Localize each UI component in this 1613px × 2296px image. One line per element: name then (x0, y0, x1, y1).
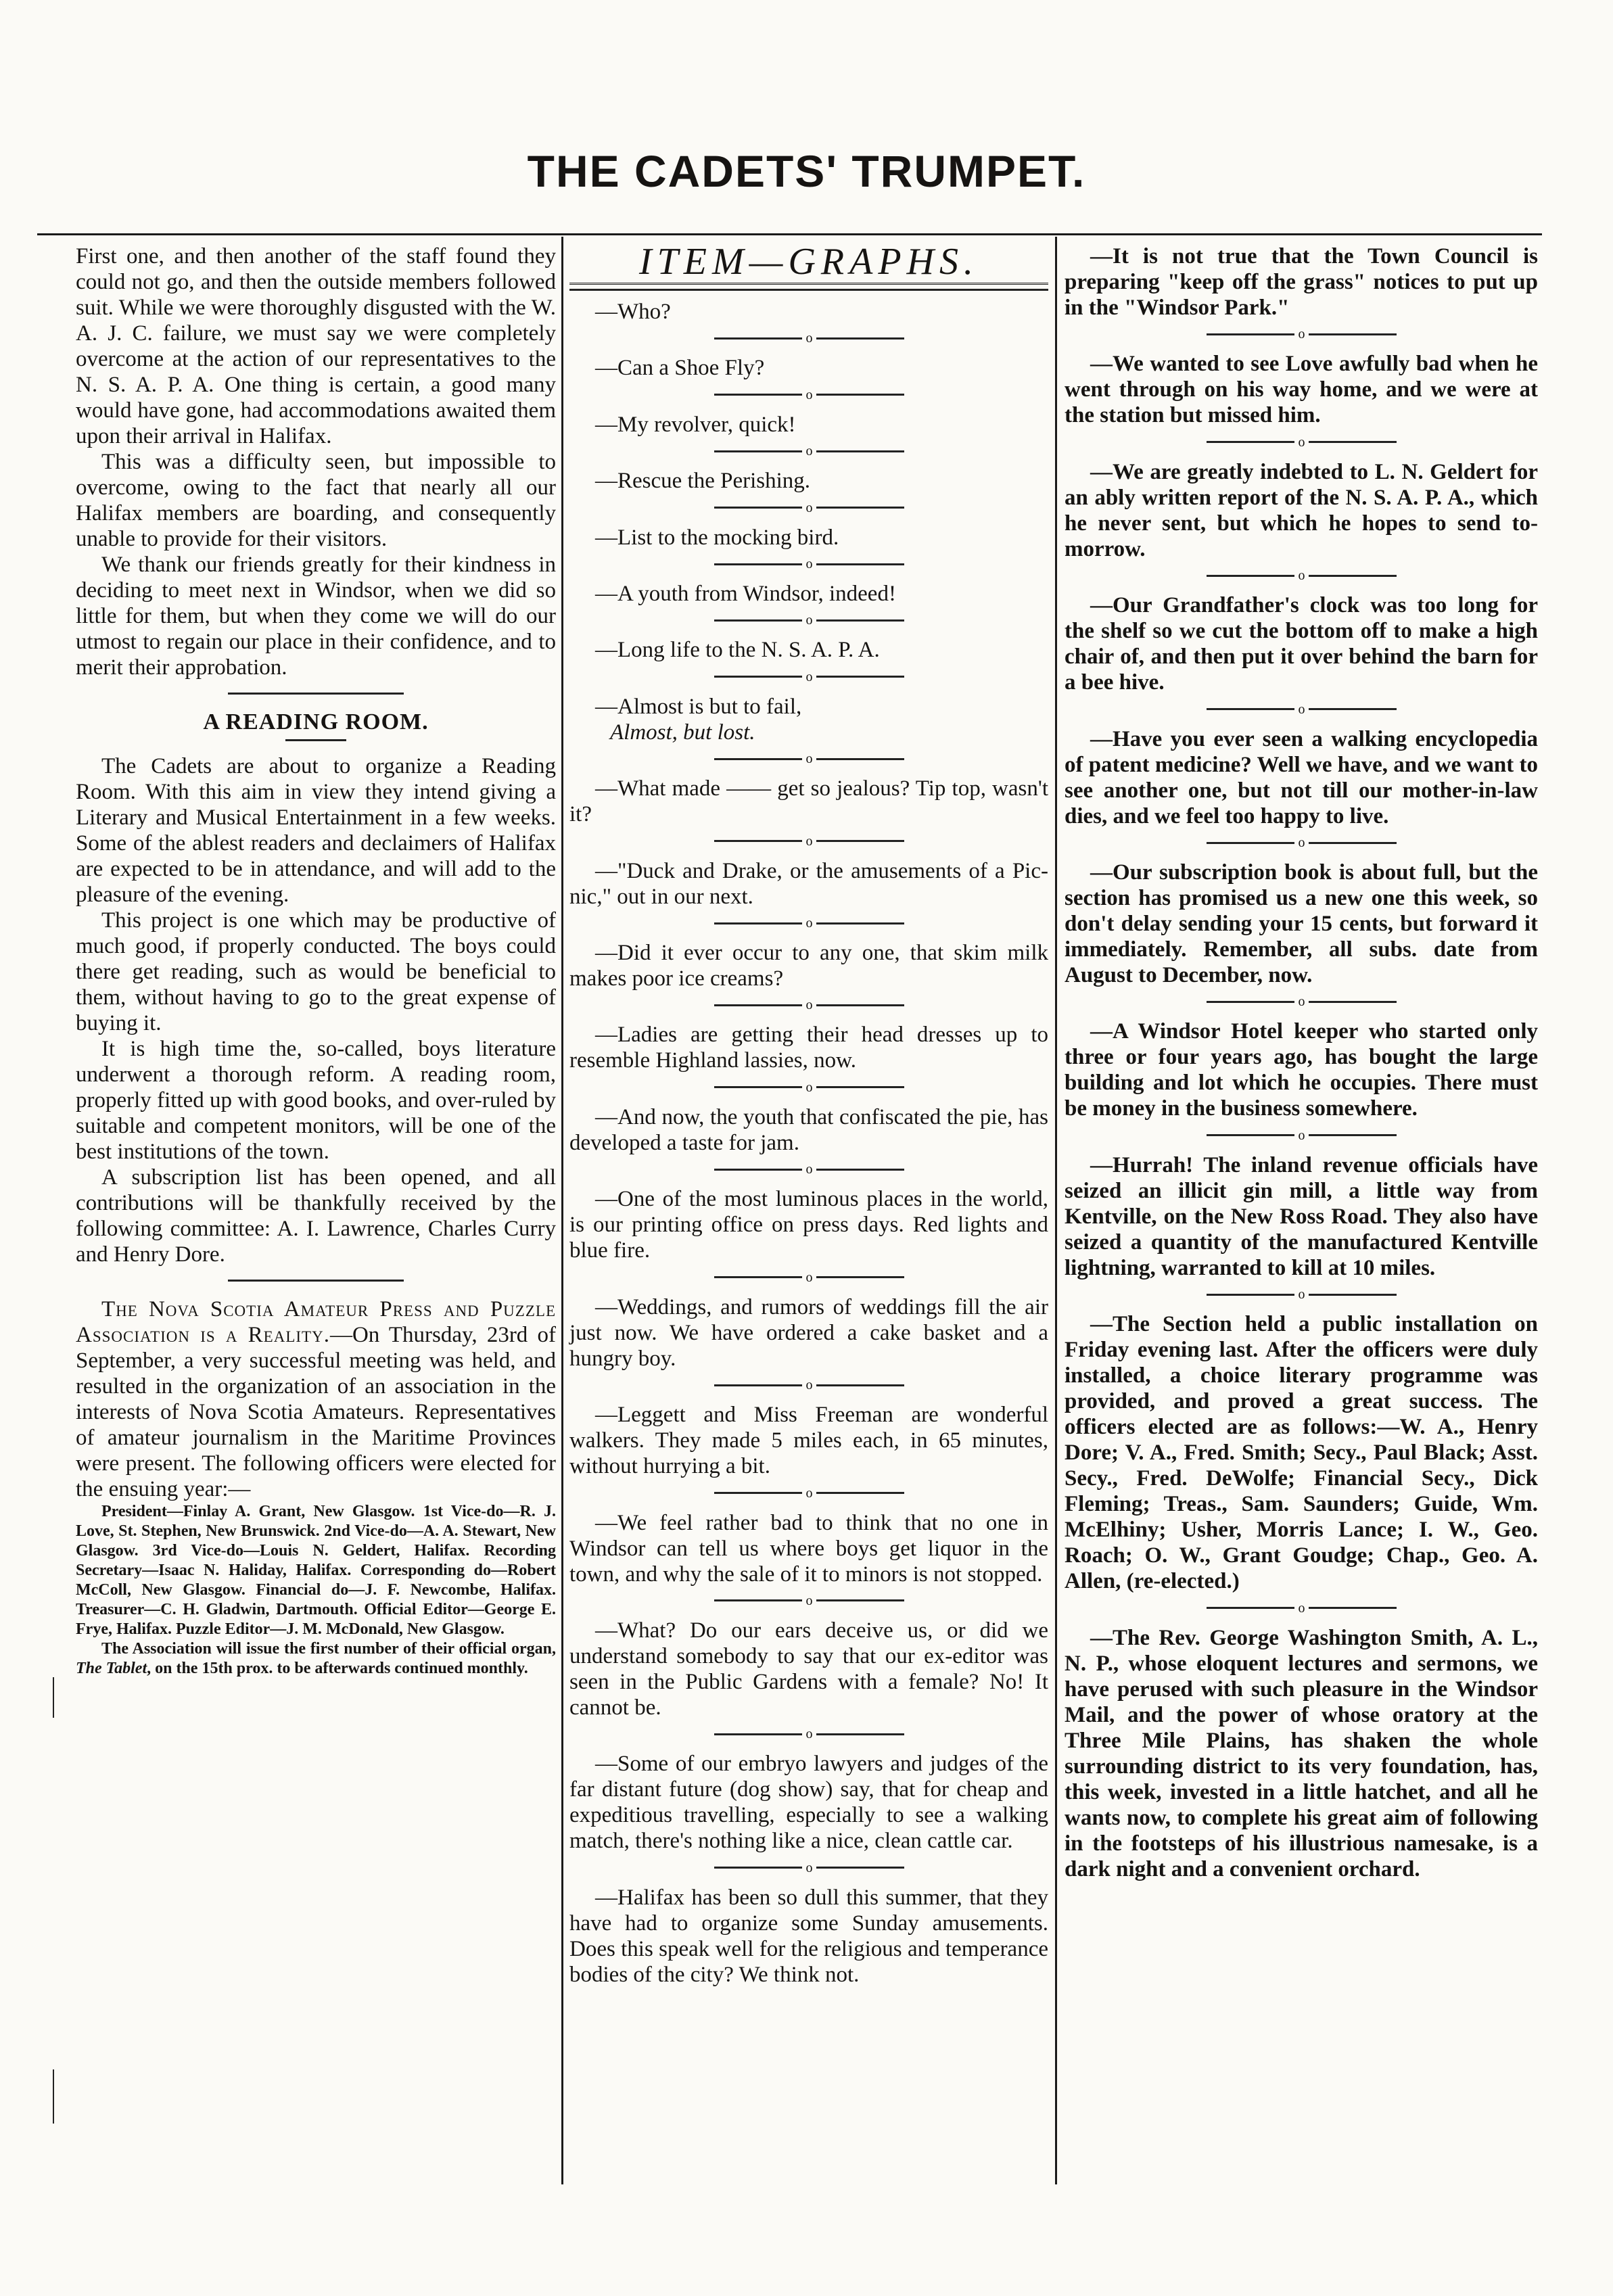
list-item: —One of the most luminous places in the world, is our printing office on press days. Red lights and blue fire. (569, 1187, 1048, 1263)
item-list (569, 299, 1048, 1988)
item-separator (569, 912, 1048, 933)
item-separator (1065, 1284, 1538, 1305)
separator-mark: o (805, 833, 812, 849)
note-text: , on the 15th prox. to be afterwards continued monthly. (147, 1660, 528, 1677)
separator-mark: o (805, 1378, 812, 1393)
list-item: —The Section held a public installation on Friday evening last. After the officers were duly installed, a choice literary programme was provided, and proved a great success. The officers elected are as follows:—W. A., Henry Dore; V. A., Fred. Smith; Secy., Paul Black; Asst. Secy., Fred. DeWolfe; Financial Secy., Dick Fleming; Treas., Sam. Saunders; Guide, Wm. McElhiny; Usher, Morris Lance; I. W., Geo. Roach; O. W., Grant Goudge; Chap., Geo. A. Allen, (re-elected.) (1065, 1312, 1538, 1594)
item-separator (569, 383, 1048, 404)
list-item: —Weddings, and rumors of weddings fill the air just now. We have ordered a cake basket and a hungry boy. (569, 1294, 1048, 1371)
separator-mark: o (805, 1269, 812, 1285)
item-separator (569, 748, 1048, 769)
list-item: —What? Do our ears deceive us, or did we understand somebody to say that our ex-editor was seen in the Public Gardens with a female? No! It cannot be. (569, 1618, 1048, 1720)
item-separator (1065, 832, 1538, 853)
list-item: —Can a Shoe Fly? (595, 356, 765, 381)
separator-mark: o (1298, 1127, 1305, 1143)
margin-mark (53, 1677, 54, 1718)
paragraph: A subscription list has been opened, and all contributions will be thankfully received by the following committee: A. I. Lawrence, Charles Curry and Henry Dore. (76, 1165, 556, 1267)
item-separator (1065, 1597, 1538, 1618)
column-divider-1 (561, 237, 563, 2184)
separator-mark: o (805, 916, 812, 931)
note-text: The Association will issue the first number of their official organ, (101, 1640, 556, 1658)
list-item: —A youth from Windsor, indeed! (595, 582, 896, 607)
association-note (76, 1639, 556, 1679)
list-item: —A Windsor Hotel keeper who started only three or four years ago, has bought the large building and lot which he occupies. There must be money in the business somewhere. (1065, 1019, 1538, 1121)
item-separator (569, 496, 1048, 517)
list-item: —My revolver, quick! (595, 412, 796, 437)
list-item: —Our subscription book is about full, but the section has promised us a new one this week, so don't delay sending your 15 cents, but forward it immediately. Remember, all subs. date from August to December, now. (1065, 860, 1538, 988)
title-rule (569, 283, 1048, 291)
margin-mark (53, 2069, 54, 2124)
list-item: —Have you ever seen a walking encyclopedia of patent medicine? Well we have, and we want to see another one, but not till our mother-in-law dies, and we feel too happy to live. (1065, 726, 1538, 828)
item-separator (569, 327, 1048, 348)
list-item: —We are greatly indebted to L. N. Geldert for an ably written report of the N. S. A. P. A., which he never sent, but which he hopes to send to-morrow. (1065, 459, 1538, 561)
column-divider-2 (1055, 237, 1057, 2184)
item-separator (1065, 1124, 1538, 1145)
separator-mark: o (1298, 327, 1305, 342)
list-item: —Ladies are getting their head dresses up to resemble Highland lassies, now. (569, 1023, 1048, 1073)
section-heading: A READING ROOM. (203, 709, 429, 734)
item-separator (569, 609, 1048, 630)
list-item: —Almost is but to fail, (595, 694, 802, 719)
item-separator (569, 830, 1048, 851)
separator-mark: o (1298, 434, 1305, 450)
item-separator (569, 1158, 1048, 1179)
paragraph: It is high time the, so-called, boys literature underwent a thorough reform. A reading room, properly fitted up with good books, and over-ruled by suitable and competent monitors, will be one of the best institutions of the town. (76, 1037, 556, 1164)
item-separator (569, 1856, 1048, 1877)
list-item: —We feel rather bad to think that no one in Windsor can tell us where boys get liquor in the town, and why the sale of it to minors is not stopped. (569, 1510, 1048, 1587)
article-lead: The Nova Scotia Amateur Press and Puzzle Association is a Reality. (76, 1297, 556, 1347)
list-item: —Some of our embryo lawyers and judges of the far distant future (dog show) say, that for cheap and expeditious travelling, especially to see a walking match, there's nothing like a nice, clean cattle car. (569, 1752, 1048, 1854)
list-item: —And now, the youth that confiscated the pie, has developed a taste for jam. (569, 1104, 1048, 1155)
item-separator (569, 1723, 1048, 1744)
column-right (1065, 243, 1538, 1882)
separator-mark: o (1298, 994, 1305, 1010)
masthead-title: THE CADETS' TRUMPET. (527, 146, 1086, 196)
separator-mark: o (805, 1485, 812, 1501)
separator-mark: o (1298, 1600, 1305, 1616)
list-item: —Who? (595, 300, 671, 324)
separator-mark: o (805, 1593, 812, 1608)
list-item: Almost, but lost. (610, 720, 755, 745)
list-item: —We wanted to see Love awfully bad when he went through on his way home, and we were at the station but missed him. (1065, 352, 1538, 428)
paragraph: This was a difficulty seen, but impossible to overcome, owing to the fact that nearly all our Halifax members are boarding, and consequently unable to provide for their visitors. (76, 450, 556, 551)
separator-mark: o (805, 1860, 812, 1875)
separator-mark: o (1298, 835, 1305, 851)
item-separator (569, 1590, 1048, 1611)
item-separator (1065, 565, 1538, 586)
separator-mark: o (805, 387, 812, 402)
list-item: —The Rev. George Washington Smith, A. L., N. P., whose eloquent lectures and sermons, we have perused with such pleasure in the Windsor Mail, and the power of whose oratory at the Three Mile Plains, has shaken the whole surrounding district to its very foundation, has, this week, invested in a little hatchet, and all he wants now, to complete his great aim of following in the footsteps of his illustrious namesake, is a dark night and a convenient orchard. (1065, 1625, 1538, 1881)
list-item: —Long life to the N. S. A. P. A. (595, 638, 880, 663)
item-separator (569, 1374, 1048, 1395)
item-separator (1065, 431, 1538, 452)
list-item: —Rescue the Perishing. (595, 469, 811, 494)
separator-mark: o (1298, 568, 1305, 584)
list-item: —Leggett and Miss Freeman are wonderful walkers. They made 5 miles each, in 65 minutes, without hurrying a bit. (569, 1403, 1048, 1479)
organ-title: The Tablet (76, 1660, 147, 1677)
section-divider (228, 1280, 404, 1282)
list-item: —List to the mocking bird. (595, 525, 839, 550)
item-separator (569, 1482, 1048, 1503)
item-separator (569, 994, 1048, 1015)
section-divider (228, 693, 404, 695)
item-separator (569, 553, 1048, 574)
separator-mark: o (805, 669, 812, 684)
separator-mark: o (805, 998, 812, 1013)
item-list (1065, 243, 1538, 1882)
item-separator (569, 440, 1048, 461)
list-item: —Halifax has been so dull this summer, that they have had to organize some Sunday amusements. Does this speak well for the religious and temperance bodies of the city? We think not. (569, 1885, 1048, 1987)
article-body: —On Thursday, 23rd of September, a very successful meeting was held, and resulted in the organization of an association in the interests of Nova Scotia Amateurs. Representatives of amateur journalism in the Maritime Provinces were present. The following officers were elected for the ensuing year:— (76, 1323, 556, 1501)
separator-mark: o (805, 557, 812, 572)
masthead-rule (37, 233, 1542, 235)
list-item: —Our Grandfather's clock was too long for the shelf so we cut the bottom off to make a high chair of, and then put it over behind the barn for a bee hive. (1065, 593, 1538, 695)
paragraph: First one, and then another of the staff found they could not go, and then the outside members followed suit. While we were thoroughly disgusted with the W. A. J. C. failure, we must say we were completely overcome at the action of our representatives to the N. S. A. P. A. One thing is certain, a good many would have gone, had accommodations awaited them upon their arrival in Halifax. (76, 244, 556, 448)
separator-mark: o (805, 1079, 812, 1095)
separator-mark: o (805, 500, 812, 515)
list-item: —It is not true that the Town Council is preparing "keep off the grass" notices to put up in the "Windsor Park." (1065, 244, 1538, 320)
list-item: —Did it ever occur to any one, that skim milk makes poor ice creams? (569, 941, 1048, 991)
paragraph: We thank our friends greatly for their kindness in deciding to meet next in Windsor, when we did so little for them, but when they come we will do our utmost to regain our place in their confidence, and to merit their approbation. (76, 553, 556, 680)
item-separator (1065, 323, 1538, 344)
column-title: ITEM—GRAPHS. (639, 241, 979, 283)
list-item: —Hurrah! The inland revenue officials have seized an illicit gin mill, a little way from Kentville, on the New Ross Road. They also have seized a quantity of the manufactured Kentville lightning, warranted to kill at 10 miles. (1065, 1152, 1538, 1280)
list-item: —What made —— get so jealous? Tip top, wasn't it? (569, 776, 1048, 827)
separator-mark: o (805, 444, 812, 459)
separator-mark: o (805, 331, 812, 346)
separator-mark: o (1298, 701, 1305, 717)
separator-mark: o (805, 751, 812, 767)
separator-mark: o (805, 1162, 812, 1177)
item-separator (1065, 698, 1538, 719)
item-separator (569, 1266, 1048, 1287)
separator-mark: o (1298, 1287, 1305, 1303)
separator-mark: o (805, 613, 812, 628)
heading-rule (285, 739, 346, 741)
item-separator (569, 665, 1048, 686)
list-item: —"Duck and Drake, or the amusements of a Pic-nic," out in our next. (569, 858, 1048, 909)
column-middle (569, 243, 1048, 1988)
paragraph: This project is one which may be productive of much good, if properly conducted. The boys could there get reading, such as would be beneficial to them, without having to go to the great expense of buying it. (76, 908, 556, 1035)
officer-list: President—Finlay A. Grant, New Glasgow. 1st Vice-do—R. J. Love, St. Stephen, New Brunswick. 2nd Vice-do—A. A. Stewart, New Glasgow. 3rd Vice-do—Louis N. Geldert, Halifax. Recording Secretary—Isaac N. Haliday, Halifax. Corresponding do—Robert McColl, New Glasgow. Financial do—J. F. Newcombe, Halifax. Treasurer—C. H. Gladwin, Dartmouth. Official Editor—George E. Frye, Halifax. Puzzle Editor—J. M. McDonald, New Glasgow. (76, 1503, 556, 1638)
item-separator (569, 1076, 1048, 1097)
item-separator (1065, 991, 1538, 1012)
separator-mark: o (805, 1727, 812, 1742)
paragraph (76, 1296, 556, 1502)
paragraph: The Cadets are about to organize a Reading Room. With this aim in view they intend giving a Literary and Musical Entertainment in a few weeks. Some of the ablest readers and declaimers of Halifax are expected to be in attendance, and will add to the pleasure of the evening. (76, 754, 556, 907)
column-left (76, 243, 556, 1679)
